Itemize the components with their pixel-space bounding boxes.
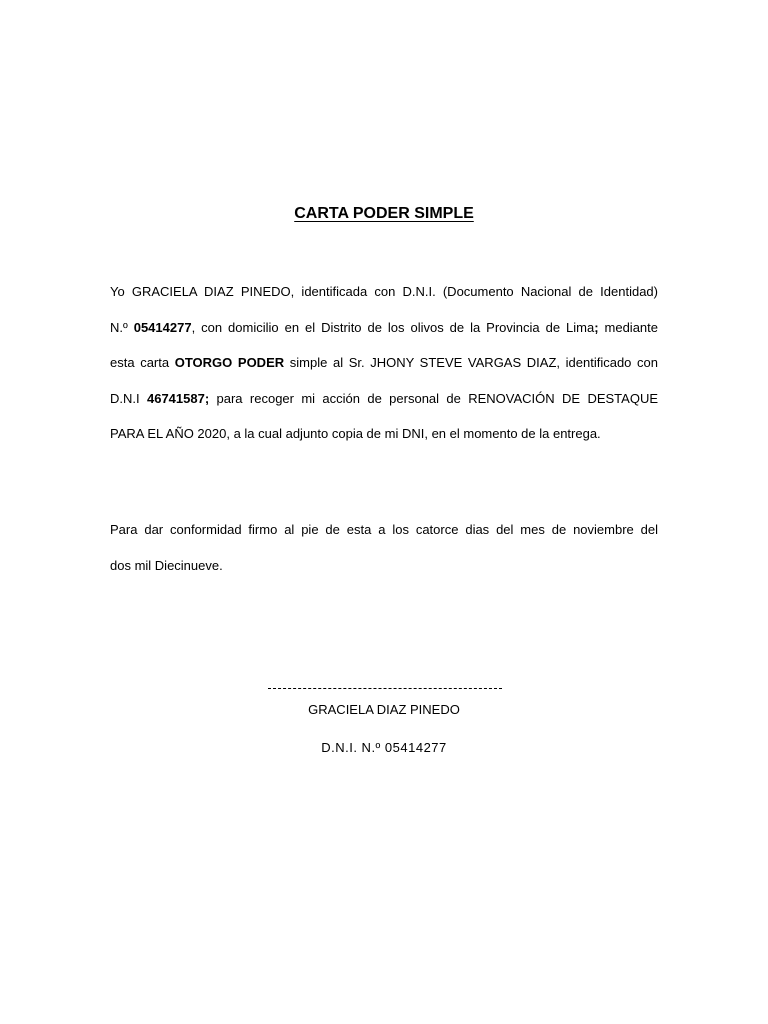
paragraph-line [110, 512, 658, 548]
grant-phrase: OTORGO PODER [174, 355, 285, 370]
conformity-paragraph [110, 512, 658, 583]
paragraph-text: PARA EL AÑO 2020, a la cual adjunto copia de mi DNI, en el momento de la entrega. [110, 426, 601, 441]
paragraph-text: ; [594, 319, 599, 335]
grantor-dni-number: 05414277 [133, 319, 192, 335]
paragraph-text: simple al Sr. JHONY STEVE VARGAS DIAZ, identificado con [284, 355, 658, 370]
paragraph-text: D.N.I [110, 390, 147, 406]
paragraph-text: para recoger mi acción de personal de RENOVACIÓN DE DESTAQUE [209, 390, 658, 406]
power-of-attorney-paragraph [110, 274, 658, 452]
paragraph-text: Para dar conformidad firmo al pie de esta a los catorce dias del mes de noviembre del [110, 522, 658, 537]
paragraph-line [110, 381, 658, 417]
document-title: CARTA PODER SIMPLE [294, 205, 474, 222]
paragraph-text: , con domicilio en el Distrito de los olivos de la Provincia de Lima [191, 319, 595, 335]
paragraph-text: N.º [110, 319, 134, 335]
paragraph-text: dos mil Diecinueve. [110, 557, 223, 573]
signatory-dni: D.N.I. N.º 05414277 [321, 740, 447, 755]
paragraph-line [110, 274, 658, 310]
paragraph-line [110, 345, 658, 381]
paragraph-text: Yo GRACIELA DIAZ PINEDO, identificada con D.N.I. (Documento Nacional de Identidad) [110, 284, 658, 299]
paragraph-line [110, 310, 658, 346]
paragraph-text: esta carta [110, 355, 175, 370]
grantee-dni-number: 46741587; [146, 390, 210, 406]
paragraph-text: mediante [598, 319, 659, 335]
signatory-name: GRACIELA DIAZ PINEDO [308, 702, 460, 717]
paragraph-line [110, 416, 658, 452]
paragraph-line [110, 548, 658, 584]
signature-line [268, 688, 502, 689]
